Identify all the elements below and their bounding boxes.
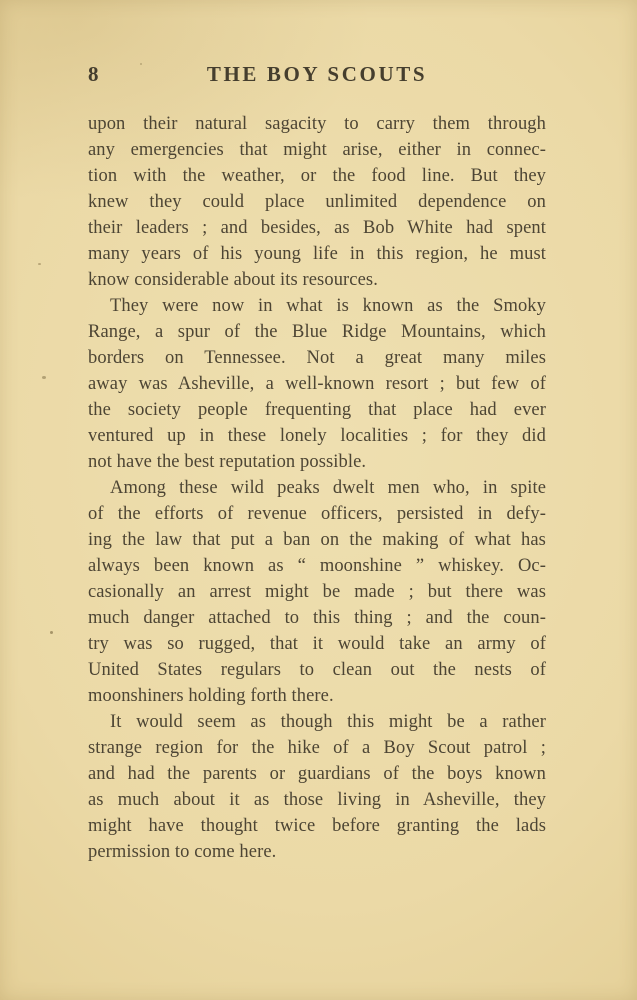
text-line: the society people frequenting that place had ever xyxy=(88,400,546,420)
text-line: Among these wild peaks dwelt men who, in spite xyxy=(110,478,546,498)
text-line: knew they could place unlimited dependence on xyxy=(88,192,546,212)
text-line: away was Asheville, a well-known resort ; but few of xyxy=(88,374,546,394)
text-line: many years of his young life in this region, he must xyxy=(88,244,546,264)
text-line: casionally an arrest might be made ; but there was xyxy=(88,582,546,602)
text-line: always been known as “ moonshine ” whiskey. Oc- xyxy=(88,556,546,576)
text-line: any emergencies that might arise, either in connec- xyxy=(88,140,546,160)
text-line: their leaders ; and besides, as Bob White had spent xyxy=(88,218,546,238)
text-line: much danger attached to this thing ; and the coun- xyxy=(88,608,546,628)
text-line: and had the parents or guardians of the boys known xyxy=(88,764,546,784)
text-line: ing the law that put a ban on the making of what has xyxy=(88,530,546,550)
text-line: They were now in what is known as the Smoky xyxy=(110,296,546,316)
text-line: not have the best reputation possible. xyxy=(88,452,367,472)
page-body xyxy=(88,111,546,865)
text-line: upon their natural sagacity to carry them through xyxy=(88,114,546,134)
page-number: 8 xyxy=(88,62,100,86)
text-line: Range, a spur of the Blue Ridge Mountains, which xyxy=(88,322,546,342)
text-line: of the efforts of revenue officers, persisted in defy- xyxy=(88,504,546,524)
text-line: might have thought twice before granting the lads xyxy=(88,816,546,836)
text-line: borders on Tennessee. Not a great many miles xyxy=(88,348,546,368)
text-line: try was so rugged, that it would take an army of xyxy=(88,634,546,654)
paper-speck xyxy=(42,376,46,379)
running-title: THE BOY SCOUTS xyxy=(206,62,428,86)
text-line: It would seem as though this might be a rather xyxy=(110,712,546,732)
text-line: strange region for the hike of a Boy Scout patrol ; xyxy=(88,738,546,758)
paper-speck xyxy=(140,63,142,65)
text-line: tion with the weather, or the food line. But they xyxy=(88,166,546,186)
paper-speck xyxy=(50,631,53,634)
text-line: know considerable about its resources. xyxy=(88,270,378,290)
running-head xyxy=(88,62,546,92)
text-line: United States regulars to clean out the nests of xyxy=(88,660,546,680)
text-line: ventured up in these lonely localities ; for they did xyxy=(88,426,546,446)
text-line: moonshiners holding forth there. xyxy=(88,686,334,706)
text-line: permission to come here. xyxy=(88,842,277,862)
text-line: as much about it as those living in Asheville, they xyxy=(88,790,546,810)
paper-speck xyxy=(38,263,41,265)
